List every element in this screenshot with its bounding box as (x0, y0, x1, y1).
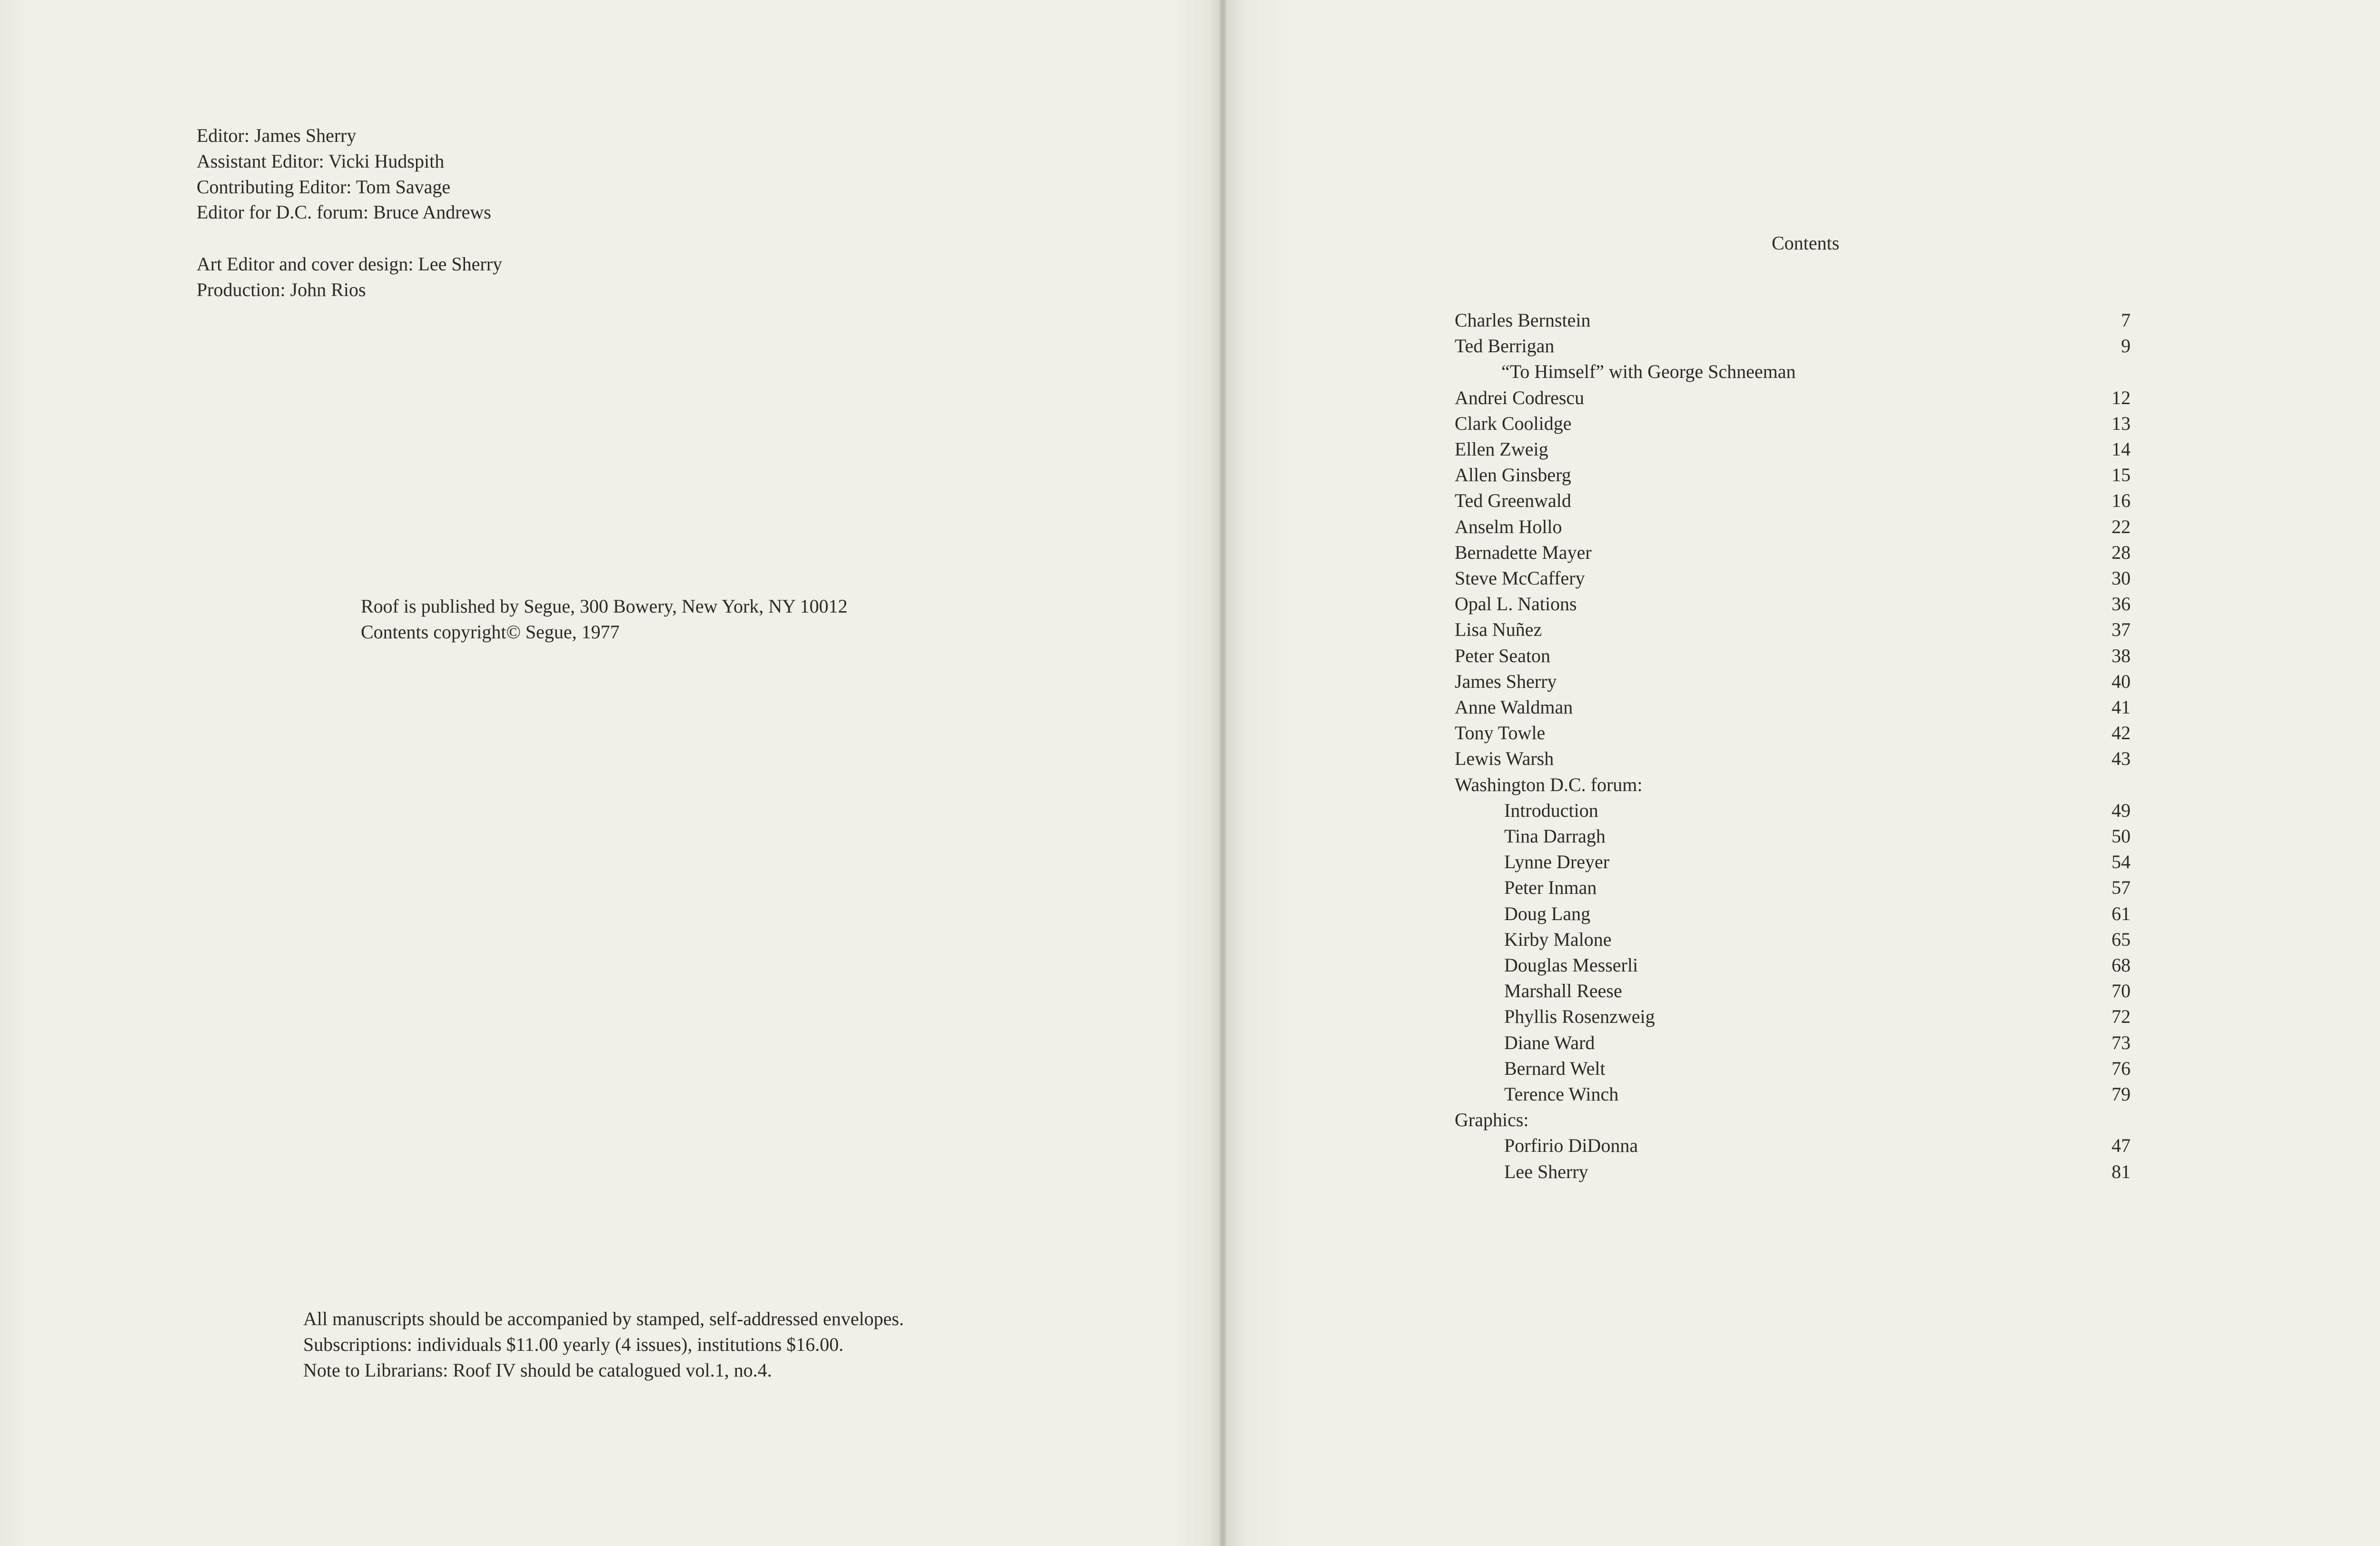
toc-entry-page: 49 (2112, 799, 2131, 821)
toc-entry-name: Tony Towle (1455, 722, 1546, 744)
toc-entry-page: 76 (2112, 1057, 2131, 1079)
toc-entry-page: 41 (2112, 696, 2131, 718)
toc-entry-name: Porfirio DiDonna (1504, 1135, 1638, 1157)
toc-entry-name: Allen Ginsberg (1455, 464, 1571, 486)
toc-entry-name: Tina Darragh (1504, 825, 1606, 847)
toc-entry-name: Lewis Warsh (1455, 748, 1554, 770)
toc-entry (1455, 875, 2131, 901)
credit-art-editor: Art Editor and cover design: Lee Sherry (197, 253, 503, 275)
toc-entry (1455, 462, 2131, 488)
toc-entry (1455, 359, 2131, 385)
toc-entry-page: 79 (2112, 1083, 2131, 1105)
toc-entry-name: Andrei Codrescu (1455, 386, 1585, 408)
subscriptions-note: Subscriptions: individuals $11.00 yearly (4 issues), institutions $16.00. (303, 1334, 844, 1355)
toc-entry (1455, 798, 2131, 823)
masthead-editor: Editor: James Sherry (197, 125, 357, 146)
toc-entry-page: 16 (2112, 490, 2131, 512)
toc-entry-name: Peter Seaton (1455, 644, 1551, 666)
toc-entry-page: 38 (2112, 644, 2131, 666)
toc-entry (1455, 565, 2131, 591)
toc-entry (1455, 669, 2131, 694)
toc-entry-name: Anne Waldman (1455, 696, 1573, 718)
masthead-dc-forum-editor: Editor for D.C. forum: Bruce Andrews (197, 201, 491, 223)
toc-entry-name: James Sherry (1455, 670, 1557, 692)
credit-production: Production: John Rios (197, 279, 366, 300)
toc-entry-page: 22 (2112, 515, 2131, 537)
toc-entry-page: 12 (2112, 386, 2131, 408)
toc-entry (1455, 488, 2131, 514)
toc-entry-page: 72 (2112, 1006, 2131, 1028)
toc-entry-page: 50 (2112, 825, 2131, 847)
toc-entry-page: 47 (2112, 1135, 2131, 1157)
toc-entry-page: 15 (2112, 464, 2131, 486)
toc-entry (1455, 1133, 2131, 1159)
book-gutter (1220, 0, 1226, 1546)
toc-entry-page: 68 (2112, 954, 2131, 976)
toc-entry (1455, 1004, 2131, 1030)
toc-entry-page: 73 (2112, 1031, 2131, 1053)
toc-entry (1455, 643, 2131, 669)
copyright-line: Contents copyright© Segue, 1977 (361, 621, 620, 643)
toc-entry (1455, 823, 2131, 849)
toc-entry (1455, 901, 2131, 927)
toc-entry (1455, 385, 2131, 411)
right-page (1226, 0, 2380, 1546)
toc-entry (1455, 746, 2131, 772)
toc-entry (1455, 927, 2131, 952)
toc-entry (1455, 591, 2131, 617)
toc-entry-page: 37 (2112, 619, 2131, 641)
toc-entry-name: Bernadette Mayer (1455, 541, 1592, 563)
toc-entry-page: 65 (2112, 928, 2131, 950)
toc-entry-page: 14 (2112, 438, 2131, 460)
toc-entry (1455, 978, 2131, 1004)
toc-entry (1455, 411, 2131, 436)
toc-entry-name: Doug Lang (1504, 902, 1591, 924)
toc-entry-name: Marshall Reese (1504, 980, 1622, 1002)
toc-entry-name: Douglas Messerli (1504, 954, 1638, 976)
toc-entry-name: Ellen Zweig (1455, 438, 1548, 460)
toc-entry-page: 81 (2112, 1160, 2131, 1182)
toc-entry-name: Introduction (1504, 799, 1598, 821)
masthead-contributing-editor: Contributing Editor: Tom Savage (197, 176, 451, 198)
toc-entry-page: 70 (2112, 980, 2131, 1002)
toc-entry-page: 36 (2112, 593, 2131, 615)
toc-entry (1455, 1107, 2131, 1133)
toc-entry-name: Opal L. Nations (1455, 593, 1577, 615)
toc-entry-page: 54 (2112, 851, 2131, 873)
toc-entry-name: Terence Winch (1504, 1083, 1619, 1105)
toc-entry-name: “To Himself” with George Schneeman (1501, 361, 1796, 383)
toc-entry (1455, 1030, 2131, 1056)
toc-entry-name: Diane Ward (1504, 1031, 1595, 1053)
toc-entry-page: 40 (2112, 670, 2131, 692)
toc-entry-name: Lisa Nuñez (1455, 619, 1542, 641)
toc-entry-page: 61 (2112, 902, 2131, 924)
toc-entry (1455, 720, 2131, 746)
toc-entry (1455, 952, 2131, 978)
toc-entry-name: Steve McCaffery (1455, 567, 1585, 589)
toc-entry (1455, 540, 2131, 565)
toc-entry (1455, 772, 2131, 798)
toc-entry-name: Ted Greenwald (1455, 490, 1571, 512)
toc-entry-name: Charles Bernstein (1455, 309, 1591, 331)
masthead-assistant-editor: Assistant Editor: Vicki Hudspith (197, 150, 445, 172)
toc-entry-name: Bernard Welt (1504, 1057, 1606, 1079)
toc-entry-page: 30 (2112, 567, 2131, 589)
toc-entry-name: Ted Berrigan (1455, 335, 1555, 357)
toc-entry-name: Peter Inman (1504, 877, 1597, 899)
toc-entry (1455, 514, 2131, 540)
toc-entry-page: 7 (2121, 309, 2131, 331)
manuscripts-note: All manuscripts should be accompanied by stamped, self-addressed envelopes. (303, 1308, 904, 1329)
librarians-note: Note to Librarians: Roof IV should be catalogued vol.1, no.4. (303, 1359, 772, 1381)
toc-entry-page: 43 (2112, 748, 2131, 770)
toc-entry (1455, 1081, 2131, 1107)
toc-entry (1455, 694, 2131, 720)
contents-title: Contents (1772, 232, 1840, 254)
publication-line: Roof is published by Segue, 300 Bowery, New York, NY 10012 (361, 595, 848, 617)
toc-entry-name: Phyllis Rosenzweig (1504, 1006, 1655, 1028)
toc-entry-page: 28 (2112, 541, 2131, 563)
toc-entry (1455, 333, 2131, 359)
toc-section-heading: Washington D.C. forum: (1455, 773, 1643, 795)
toc-entry (1455, 436, 2131, 462)
toc-entry-page: 42 (2112, 722, 2131, 744)
toc-entry-page: 9 (2121, 335, 2131, 357)
toc-section-heading: Graphics: (1455, 1109, 1529, 1131)
toc-entry-page: 57 (2112, 877, 2131, 899)
toc-entry (1455, 617, 2131, 643)
toc-entry-page: 13 (2112, 412, 2131, 434)
toc-entry-name: Kirby Malone (1504, 928, 1612, 950)
toc-entry (1455, 849, 2131, 875)
toc-entry-name: Lee Sherry (1504, 1160, 1588, 1182)
toc-entry (1455, 1056, 2131, 1081)
toc-entry-name: Anselm Hollo (1455, 515, 1562, 537)
toc-entry-name: Clark Coolidge (1455, 412, 1572, 434)
toc-entry (1455, 1159, 2131, 1185)
toc-entry-name: Lynne Dreyer (1504, 851, 1610, 873)
toc-entry (1455, 307, 2131, 333)
